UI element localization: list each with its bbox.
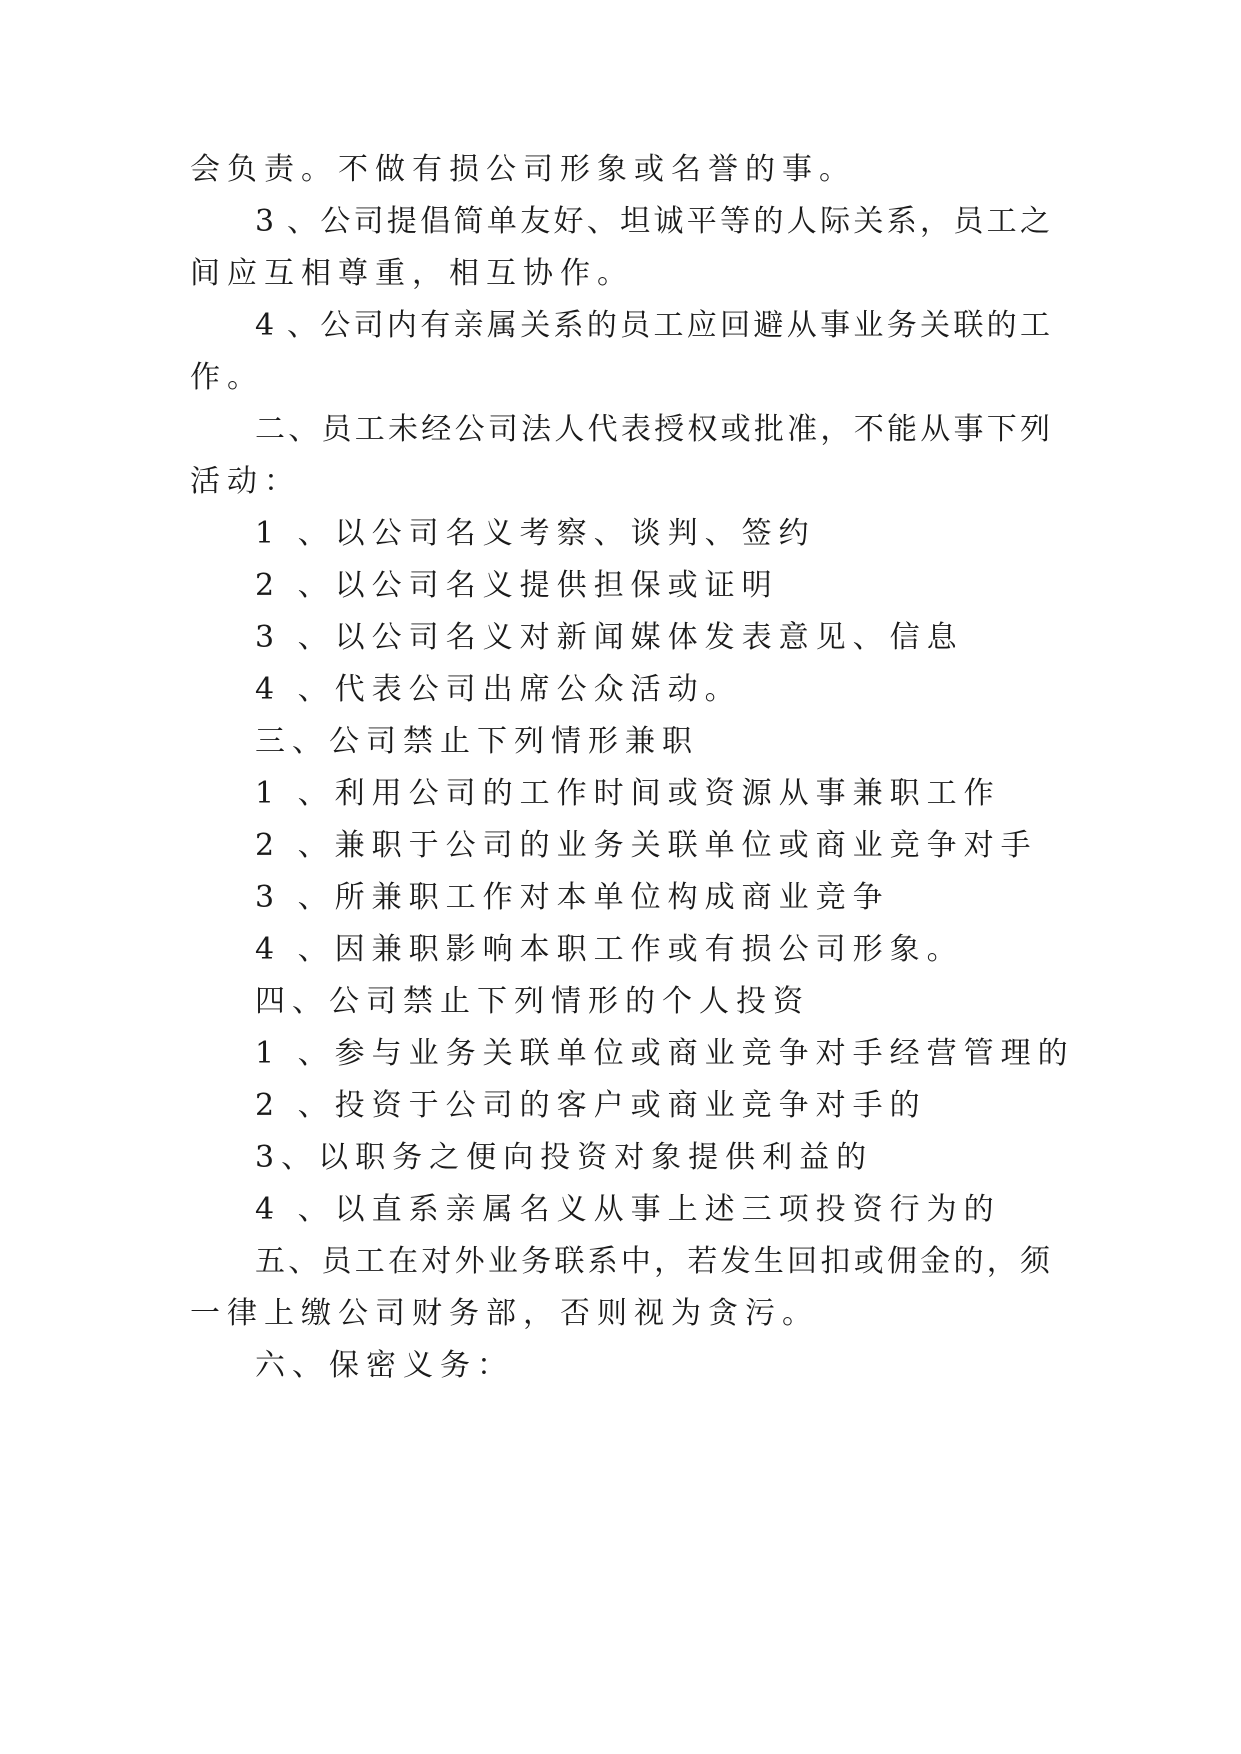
text-line: 间应互相尊重，相互协作。 [190,256,634,291]
text-line: 4 、代表公司出席公众活动。 [255,672,742,707]
text-line: 4 、公司内有亲属关系的员工应回避从事业务关联的工 [255,308,1050,343]
text-line: 4 、因兼职影响本职工作或有损公司形象。 [255,932,964,967]
text-line: 3 、公司提倡简单友好、坦诚平等的人际关系，员工之 [255,204,1050,239]
text-line: 2 、投资于公司的客户或商业竞争对手的 [255,1088,927,1123]
text-line: 二、员工未经公司法人代表授权或批准，不能从事下列 [255,412,1050,447]
text-line: 1 、以公司名义考察、谈判、签约 [255,516,816,551]
text-line: 3、以职务之便向投资对象提供利益的 [255,1140,874,1175]
text-line: 三、公司禁止下列情形兼职 [255,724,699,759]
text-line: 2 、兼职于公司的业务关联单位或商业竞争对手 [255,828,1038,863]
text-line: 五、员工在对外业务联系中，若发生回扣或佣金的，须 [255,1244,1050,1279]
text-line: 1 、参与业务关联单位或商业竞争对手经营管理的 [255,1036,1075,1071]
text-line: 1 、利用公司的工作时间或资源从事兼职工作 [255,776,1001,811]
text-line: 活动： [190,464,301,499]
text-line: 作。 [190,360,264,395]
text-line: 六、保密义务： [255,1348,514,1383]
text-line: 2 、以公司名义提供担保或证明 [255,568,779,603]
text-line: 3 、所兼职工作对本单位构成商业竞争 [255,880,890,915]
text-line: 会负责。不做有损公司形象或名誉的事。 [190,152,856,187]
text-line: 4 、以直系亲属名义从事上述三项投资行为的 [255,1192,1001,1227]
text-line: 四、公司禁止下列情形的个人投资 [255,984,810,1019]
text-line: 3 、以公司名义对新闻媒体发表意见、信息 [255,620,964,655]
text-line: 一律上缴公司财务部，否则视为贪污。 [190,1296,819,1331]
